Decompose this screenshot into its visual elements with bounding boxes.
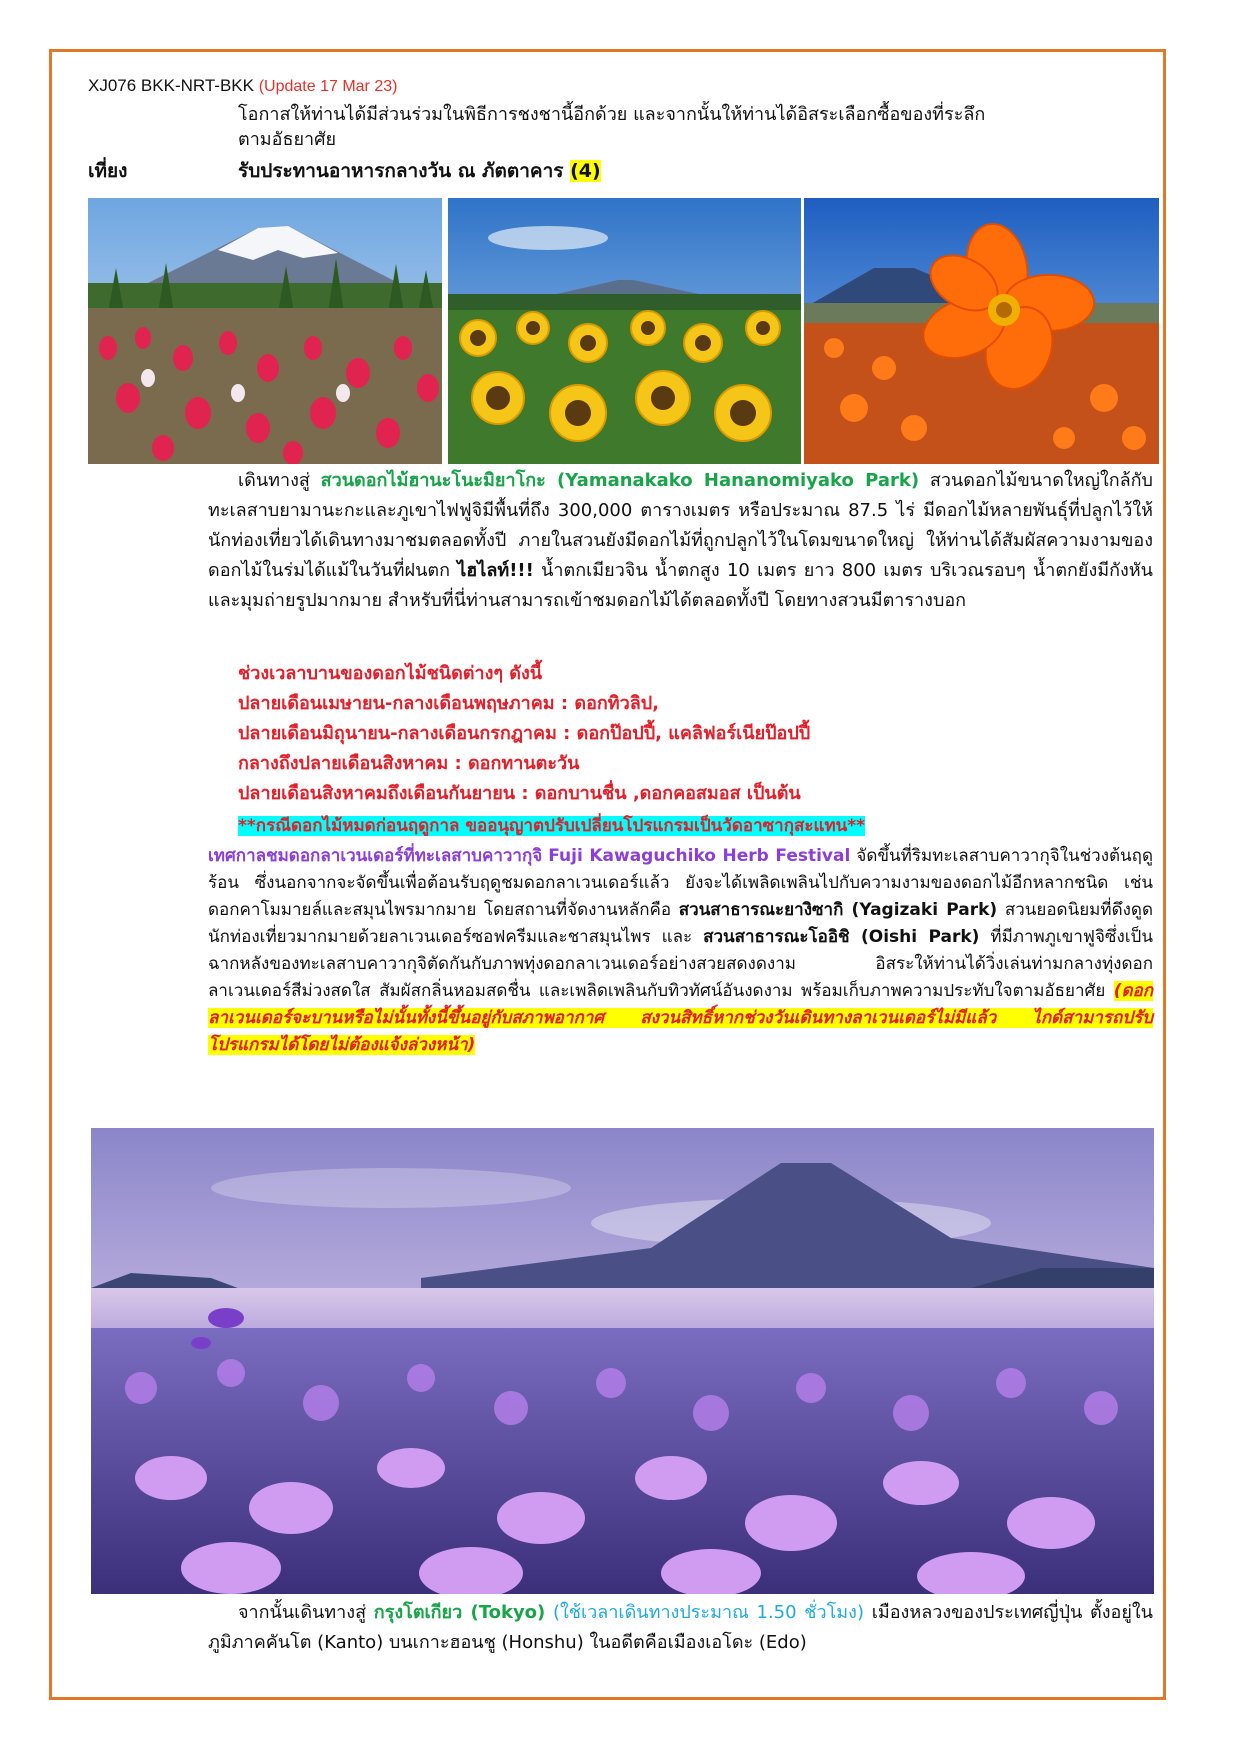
schedule-item: กลางถึงปลายเดือนสิงหาคม : ดอกทานตะวัน (238, 753, 580, 774)
highlight-label: ไฮไลท์!!! (457, 560, 534, 581)
park-name: สวนดอกไม้ฮานะโนะมิยาโกะ (Yamanakako Hananomiyako Park) (320, 470, 920, 491)
schedule-item: ปลายเดือนมิถุนายน-กลางเดือนกรกฎาคม : ดอกป๊อปปี้, แคลิฟอร์เนียป๊อปปี้ (238, 723, 811, 744)
lunch-line: รับประทานอาหารกลางวัน ณ ภัตตาคาร (4) (238, 160, 601, 182)
schedule-title: ช่วงเวลาบานของดอกไม้ชนิดต่างๆ ดังนี้ (238, 663, 543, 684)
travel-time: (ใช้เวลาเดินทางประมาณ 1.50 ชั่วโมง) (553, 1602, 864, 1623)
schedule-item: ปลายเดือนเมษายน-กลางเดือนพฤษภาคม : ดอกทิวลิป, (238, 693, 660, 714)
tokyo-paragraph: จากนั้นเดินทางสู่ กรุงโตเกียว (Tokyo) (ใช้เวลาเดินทางประมาณ 1.50 ชั่วโมง) เมืองหลวงของประเทศญี่ปุ่น ตั้งอยู่ในภูมิภาคคันโต (Kanto) บนเกาะฮอนชู (Honshu) ในอดีตคือเมืองเอโดะ (Edo) (208, 1602, 1153, 1653)
sunflower-fuji-photo (448, 198, 801, 464)
tokyo-name: กรุงโตเกียว (Tokyo) (373, 1602, 546, 1623)
cosmos-fuji-photo (804, 198, 1159, 464)
tour-code: XJ076 BKK-NRT-BKK (88, 76, 254, 95)
festival-name-en: Fuji Kawaguchiko Herb Festival (548, 846, 851, 866)
park-paragraph: เดินทางสู่ สวนดอกไม้ฮานะโนะมิยาโกะ (Yamanakako Hananomiyako Park) สวนดอกไม้ขนาดใหญ่ใกล้กับทะเลสาบยามานะกะและภูเขาไฟฟูจิมีพื้นที่ถึง 300,000 ตารางเมตร หรือประมาณ 87.5 ไร่ มีดอกไม้หลายพันธุ์ที่ปลูกไว้ให้นักท่องเที่ยวได้เดินทางมาชมตลอดทั้งปี ภายในสวนยังมีดอกไม้ที่ถูกปลูกไว้ในโดมขนาดใหญ่ ให้ท่านได้สัมผัสความงามของดอกไม้ในร่มได้แม้ในวันที่ฝนตก ไฮไลท์!!! น้ำตกเมียวจิน น้ำตกสูง 10 เมตร ยาว 800 เมตร บริเวณรอบๆ น้ำตกยังมีกังหันและมุมถ่ายรูปมากมาย สำหรับที่นี่ท่านสามารถเข้าชมดอกไม้ได้ตลอดทั้งปี โดยทางสวนมีตารางบอก (208, 470, 1153, 611)
lunch-label: เที่ยง (88, 160, 128, 182)
lavender-fuji-photo (91, 1128, 1154, 1594)
meal-badge: (4) (570, 160, 601, 182)
festival-paragraph: เทศกาลชมดอกลาเวนเดอร์ที่ทะเลสาบคาวากุจิ Fuji Kawaguchiko Herb Festival จัดขึ้นที่ริมทะเลสาบคาวากุจิในช่วงต้นฤดูร้อน ซึ่งนอกจากจะจัดขึ้นเพื่อต้อนรับฤดูชมดอกลาเวนเดอร์แล้ว ยังจะได้เพลิดเพลินไปกับความงามของดอกไม้อีกหลากชนิด เช่น ดอกคาโมมายล์และสมุนไพรมากมาย โดยสถานที่จัดงานหลักคือ สวนสาธารณะยางิซากิ (Yagizaki Park) สวนยอดนิยมที่ดึงดูดนักท่องเที่ยวมากมายด้วยลาเวนเดอร์ซอฟครีมและชาสมุนไพร และ สวนสาธารณะโออิชิ (Oishi Park) ที่มีภาพภูเขาฟูจิซึ่งเป็นฉากหลังของทะเลสาบคาวากุจิตัดกันกับภาพทุ่งดอกลาเวนเดอร์อย่างสวยสดงดงาม อิสระให้ท่านได้วิ่งเล่นท่ามกลางทุ่งดอกลาเวนเดอร์สีม่วงสดใส สัมผัสกลิ่นหอมสดชื่น และเพลิดเพลินกับทิวทัศน์อันงดงาม พร้อมเก็บภาพความประทับใจตามอัธยาศัย (ดอกลาเวนเดอร์จะบานหรือไม่นั้นทั้งนี้ขึ้นอยู่กับสภาพอากาศ สงวนสิทธิ์หากช่วงวันเดินทางลาเวนเดอร์ไม่มีแล้ว ไกด์สามารถปรับโปรแกรมได้โดยไม่ต้องแจ้งล่วงหน้า) (208, 846, 1154, 1055)
tulip-fuji-photo (88, 198, 442, 464)
intro-paragraph: โอกาสให้ท่านได้มีส่วนร่วมในพิธีการชงชานี้อีกด้วย และจากนั้นให้ท่านได้อิสระเลือกซื้อของที่ระลึก ตามอัธยาศัย (238, 104, 986, 150)
oishi-park: สวนสาธารณะโออิชิ (Oishi Park) (703, 927, 980, 947)
doc-header (88, 76, 397, 96)
update-date: (Update 17 Mar 23) (258, 78, 398, 95)
schedule-item: ปลายเดือนสิงหาคมถึงเดือนกันยายน : ดอกบานชื่น ,ดอกคอสมอส เป็นต้น (238, 783, 801, 804)
yagizaki-park: สวนสาธารณะยางิซากิ (Yagizaki Park) (678, 900, 998, 920)
festival-name-th: เทศกาลชมดอกลาเวนเดอร์ที่ทะเลสาบคาวากุจิ (208, 846, 543, 866)
substitution-note: **กรณีดอกไม้หมดก่อนฤดูกาล ขออนุญาตปรับเปลี่ยนโปรแกรมเป็นวัดอาซากุสะแทน** (238, 816, 866, 836)
weather-warning: (ดอกลาเวนเดอร์จะบานหรือไม่นั้นทั้งนี้ขึ้นอยู่กับสภาพอากาศ สงวนสิทธิ์หากช่วงวันเดินทางลาเวนเดอร์ไม่มีแล้ว ไกด์สามารถปรับโปรแกรมได้โดยไม่ต้องแจ้งล่วงหน้า) (208, 981, 1154, 1055)
